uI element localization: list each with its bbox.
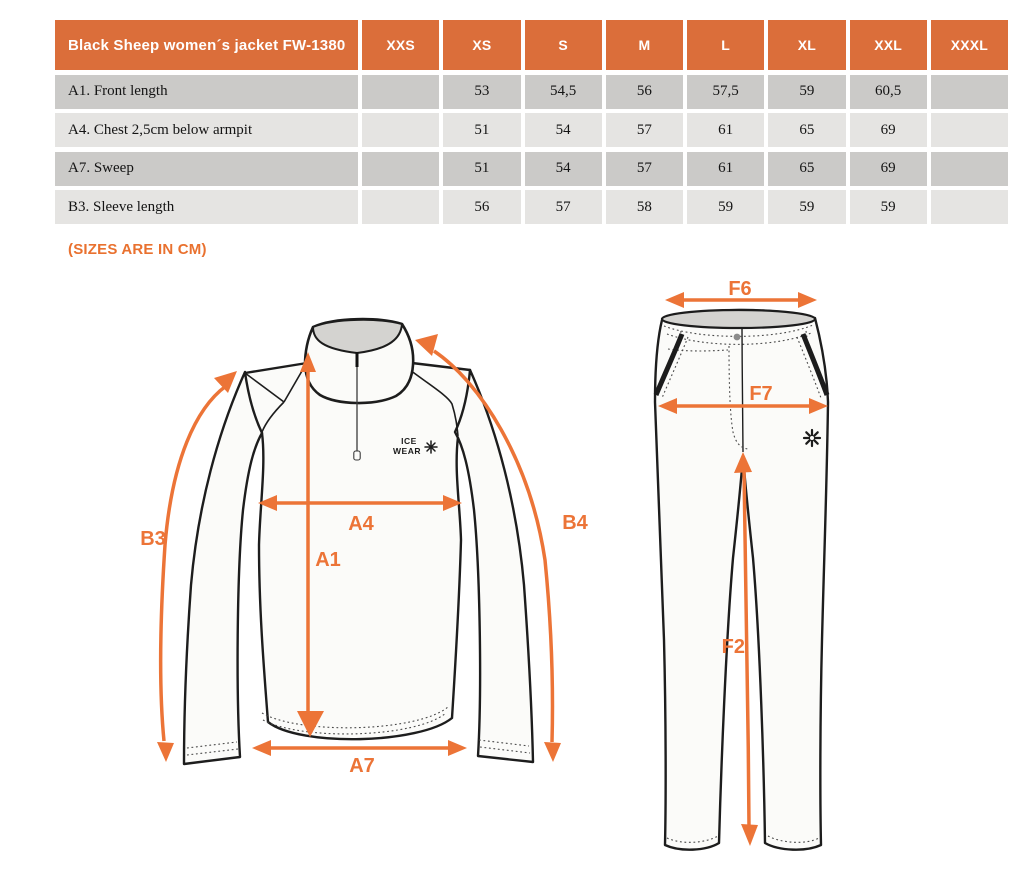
measure-label-b3: B3 bbox=[140, 528, 166, 550]
measure-label-f2: F2 bbox=[721, 636, 745, 658]
size-value-cell: 60,5 bbox=[850, 75, 927, 109]
snowflake-icon bbox=[425, 441, 437, 453]
size-column-header-s: S bbox=[525, 20, 602, 70]
logo-text-line1: ICE bbox=[401, 436, 417, 446]
size-value-cell: 59 bbox=[768, 190, 845, 224]
size-value-cell bbox=[931, 190, 1008, 224]
size-value-cell: 57 bbox=[606, 152, 683, 186]
size-value-cell: 61 bbox=[687, 113, 764, 147]
snowflake-icon bbox=[804, 430, 820, 446]
size-value-cell: 54 bbox=[525, 152, 602, 186]
size-value-cell bbox=[362, 113, 439, 147]
measure-label-f7: F7 bbox=[749, 383, 773, 405]
measure-label-a4: A4 bbox=[348, 513, 374, 535]
measure-label-a1: A1 bbox=[315, 549, 341, 571]
measure-label-b4: B4 bbox=[562, 512, 588, 534]
size-value-cell: 59 bbox=[687, 190, 764, 224]
row-label: A1. Front length bbox=[55, 75, 358, 109]
size-value-cell: 57 bbox=[525, 190, 602, 224]
waist-button bbox=[734, 334, 741, 341]
zipper-pull bbox=[354, 451, 360, 460]
size-value-cell bbox=[362, 190, 439, 224]
size-chart-table bbox=[55, 20, 1008, 224]
size-value-cell bbox=[931, 75, 1008, 109]
jacket-diagram bbox=[100, 280, 620, 800]
size-value-cell: 56 bbox=[443, 190, 520, 224]
size-value-cell: 61 bbox=[687, 152, 764, 186]
measure-arrow-a7 bbox=[252, 740, 467, 756]
size-value-cell bbox=[931, 113, 1008, 147]
size-column-header-xxxl: XXXL bbox=[931, 20, 1008, 70]
waist-opening bbox=[662, 310, 815, 328]
size-value-cell: 65 bbox=[768, 113, 845, 147]
size-column-header-xxl: XXL bbox=[850, 20, 927, 70]
row-label: A4. Chest 2,5cm below armpit bbox=[55, 113, 358, 147]
size-value-cell: 53 bbox=[443, 75, 520, 109]
size-value-cell: 57 bbox=[606, 113, 683, 147]
size-value-cell bbox=[931, 152, 1008, 186]
pants-diagram bbox=[620, 275, 910, 880]
logo-text-line2: WEAR bbox=[393, 446, 421, 456]
size-value-cell: 69 bbox=[850, 152, 927, 186]
size-value-cell: 54 bbox=[525, 113, 602, 147]
size-column-header-l: L bbox=[687, 20, 764, 70]
size-column-header-xl: XL bbox=[768, 20, 845, 70]
size-value-cell bbox=[362, 75, 439, 109]
table-title: Black Sheep women´s jacket FW-1380 bbox=[55, 20, 358, 70]
size-value-cell: 51 bbox=[443, 152, 520, 186]
size-value-cell: 57,5 bbox=[687, 75, 764, 109]
row-label: B3. Sleeve length bbox=[55, 190, 358, 224]
size-value-cell: 69 bbox=[850, 113, 927, 147]
size-value-cell: 59 bbox=[768, 75, 845, 109]
jacket-body bbox=[245, 363, 471, 739]
size-value-cell: 56 bbox=[606, 75, 683, 109]
size-value-cell: 54,5 bbox=[525, 75, 602, 109]
sizes-unit-note: (SIZES ARE IN CM) bbox=[68, 241, 207, 258]
size-value-cell bbox=[362, 152, 439, 186]
row-label: A7. Sweep bbox=[55, 152, 358, 186]
measure-label-f6: F6 bbox=[728, 278, 752, 300]
pants-body bbox=[655, 310, 828, 850]
size-value-cell: 58 bbox=[606, 190, 683, 224]
size-column-header-xs: XS bbox=[443, 20, 520, 70]
size-column-header-xxs: XXS bbox=[362, 20, 439, 70]
size-value-cell: 59 bbox=[850, 190, 927, 224]
size-value-cell: 65 bbox=[768, 152, 845, 186]
size-value-cell: 51 bbox=[443, 113, 520, 147]
size-column-header-m: M bbox=[606, 20, 683, 70]
measure-label-a7: A7 bbox=[349, 755, 375, 777]
